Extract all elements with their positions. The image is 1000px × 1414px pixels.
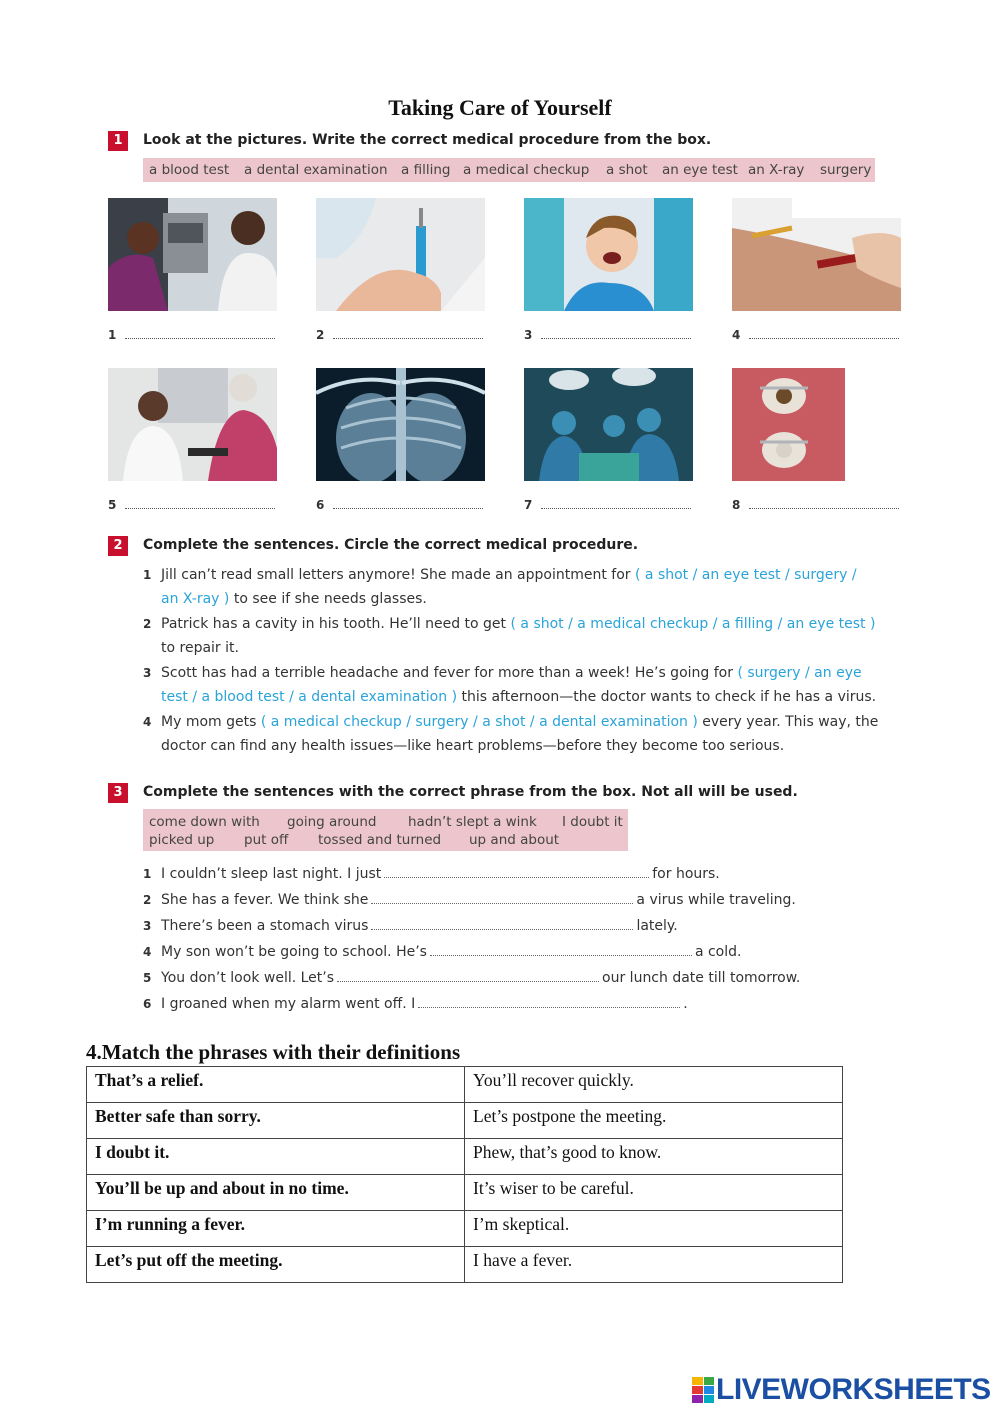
word-box-item: a medical checkup <box>463 162 590 178</box>
answer-line[interactable]: 1 <box>108 328 122 342</box>
option-group[interactable]: ( a shot / an eye test / surgery / <box>635 567 857 583</box>
medical-checkup-photo <box>108 368 277 481</box>
liveworksheets-logo <box>692 1372 991 1408</box>
x-ray-photo <box>316 368 485 481</box>
sentence-item: 1 I couldn’t sleep last night. I just for hours. <box>143 866 720 882</box>
section-4-heading: 4.Match the phrases with their definitions <box>86 1040 461 1064</box>
answer-line[interactable]: 7 <box>524 498 538 512</box>
phrase-cell[interactable]: Let’s put off the meeting. <box>87 1247 465 1283</box>
table-row <box>87 1067 843 1103</box>
logo-text: LIVEWORKSHEETS <box>716 1373 991 1406</box>
phrase-cell[interactable]: Better safe than sorry. <box>87 1103 465 1139</box>
phrase-cell[interactable]: That’s a relief. <box>87 1067 465 1103</box>
match-table <box>86 1066 843 1283</box>
answer-blank[interactable] <box>384 867 649 878</box>
blood-test-photo <box>732 198 901 311</box>
sentence-item: 4 My son won’t be going to school. He’s a cold. <box>143 944 742 960</box>
option-group[interactable]: an X-ray ) <box>161 591 230 607</box>
definition-cell[interactable]: It’s wiser to be careful. <box>465 1175 843 1211</box>
option-group[interactable]: test / a blood test / a dental examination ) <box>161 689 458 705</box>
answer-blank[interactable] <box>430 945 692 956</box>
section-3-word-box <box>143 809 628 851</box>
phrase-cell[interactable]: I doubt it. <box>87 1139 465 1175</box>
table-row <box>87 1175 843 1211</box>
word-box-item: a dental examination <box>244 162 388 178</box>
word-box-item: an eye test <box>662 162 738 178</box>
table-row <box>87 1247 843 1283</box>
answer-blank[interactable] <box>371 919 633 930</box>
definition-cell[interactable]: Phew, that’s good to know. <box>465 1139 843 1175</box>
phrase-cell[interactable]: You’ll be up and about in no time. <box>87 1175 465 1211</box>
word-box-item: tossed and turned <box>318 832 442 848</box>
phrase-cell[interactable]: I’m running a fever. <box>87 1211 465 1247</box>
section-1-word-box <box>143 158 875 182</box>
word-box-item: going around <box>287 814 377 830</box>
filling-photo <box>732 368 845 481</box>
word-box-item: a shot <box>606 162 648 178</box>
answer-blank[interactable] <box>418 997 680 1008</box>
word-box-item: picked up <box>149 832 215 848</box>
answer-line[interactable]: 5 <box>108 498 122 512</box>
section-2-instruction: Complete the sentences. Circle the correct medical procedure. <box>143 537 639 553</box>
definition-cell[interactable]: I have a fever. <box>465 1247 843 1283</box>
option-group[interactable]: ( surgery / an eye <box>737 665 862 681</box>
option-group[interactable]: ( a shot / a medical checkup / a filling / an eye test ) <box>510 616 876 632</box>
sentence-item: 2 She has a fever. We think she a virus while traveling. <box>143 892 796 908</box>
answer-line[interactable]: 6 <box>316 498 330 512</box>
answer-line[interactable]: 8 <box>732 498 746 512</box>
eye-test-photo <box>108 198 277 311</box>
word-box-item: up and about <box>469 832 560 848</box>
word-box-item: put off <box>244 832 289 848</box>
definition-cell[interactable]: I’m skeptical. <box>465 1211 843 1247</box>
word-box-item: come down with <box>149 814 260 830</box>
dental-exam-photo <box>524 198 693 311</box>
logo-mark-icon <box>692 1377 714 1403</box>
word-box-item: an X-ray <box>748 162 805 178</box>
section-1-number: 1 <box>108 131 128 151</box>
table-row <box>87 1103 843 1139</box>
answer-blank[interactable] <box>371 893 633 904</box>
word-box-item: a blood test <box>149 162 230 178</box>
answer-line[interactable]: 4 <box>732 328 746 342</box>
definition-cell[interactable]: You’ll recover quickly. <box>465 1067 843 1103</box>
syringe-photo <box>316 198 485 311</box>
definition-cell[interactable]: Let’s postpone the meeting. <box>465 1103 843 1139</box>
answer-line[interactable]: 3 <box>524 328 538 342</box>
word-box-item: a filling <box>401 162 451 178</box>
word-box-item: I doubt it <box>562 814 623 830</box>
word-box-item: hadn’t slept a wink <box>408 814 537 830</box>
table-row <box>87 1211 843 1247</box>
table-row <box>87 1139 843 1175</box>
sentence-item: 3 There’s been a stomach virus lately. <box>143 918 678 934</box>
surgery-photo <box>524 368 693 481</box>
page-title: Taking Care of Yourself <box>388 95 612 120</box>
section-1-instruction: Look at the pictures. Write the correct medical procedure from the box. <box>143 132 712 148</box>
option-group[interactable]: ( a medical checkup / surgery / a shot / a dental examination ) <box>260 714 698 730</box>
answer-line[interactable]: 2 <box>316 328 330 342</box>
sentence-item: 6 I groaned when my alarm went off. I . <box>143 996 688 1012</box>
answer-blank[interactable] <box>337 971 599 982</box>
word-box-item: surgery <box>820 162 872 178</box>
section-3-number: 3 <box>108 783 128 803</box>
sentence-item: 5 You don’t look well. Let’s our lunch date till tomorrow. <box>143 970 801 986</box>
section-2-number: 2 <box>108 536 128 556</box>
section-3-instruction: Complete the sentences with the correct phrase from the box. Not all will be used. <box>143 784 798 800</box>
